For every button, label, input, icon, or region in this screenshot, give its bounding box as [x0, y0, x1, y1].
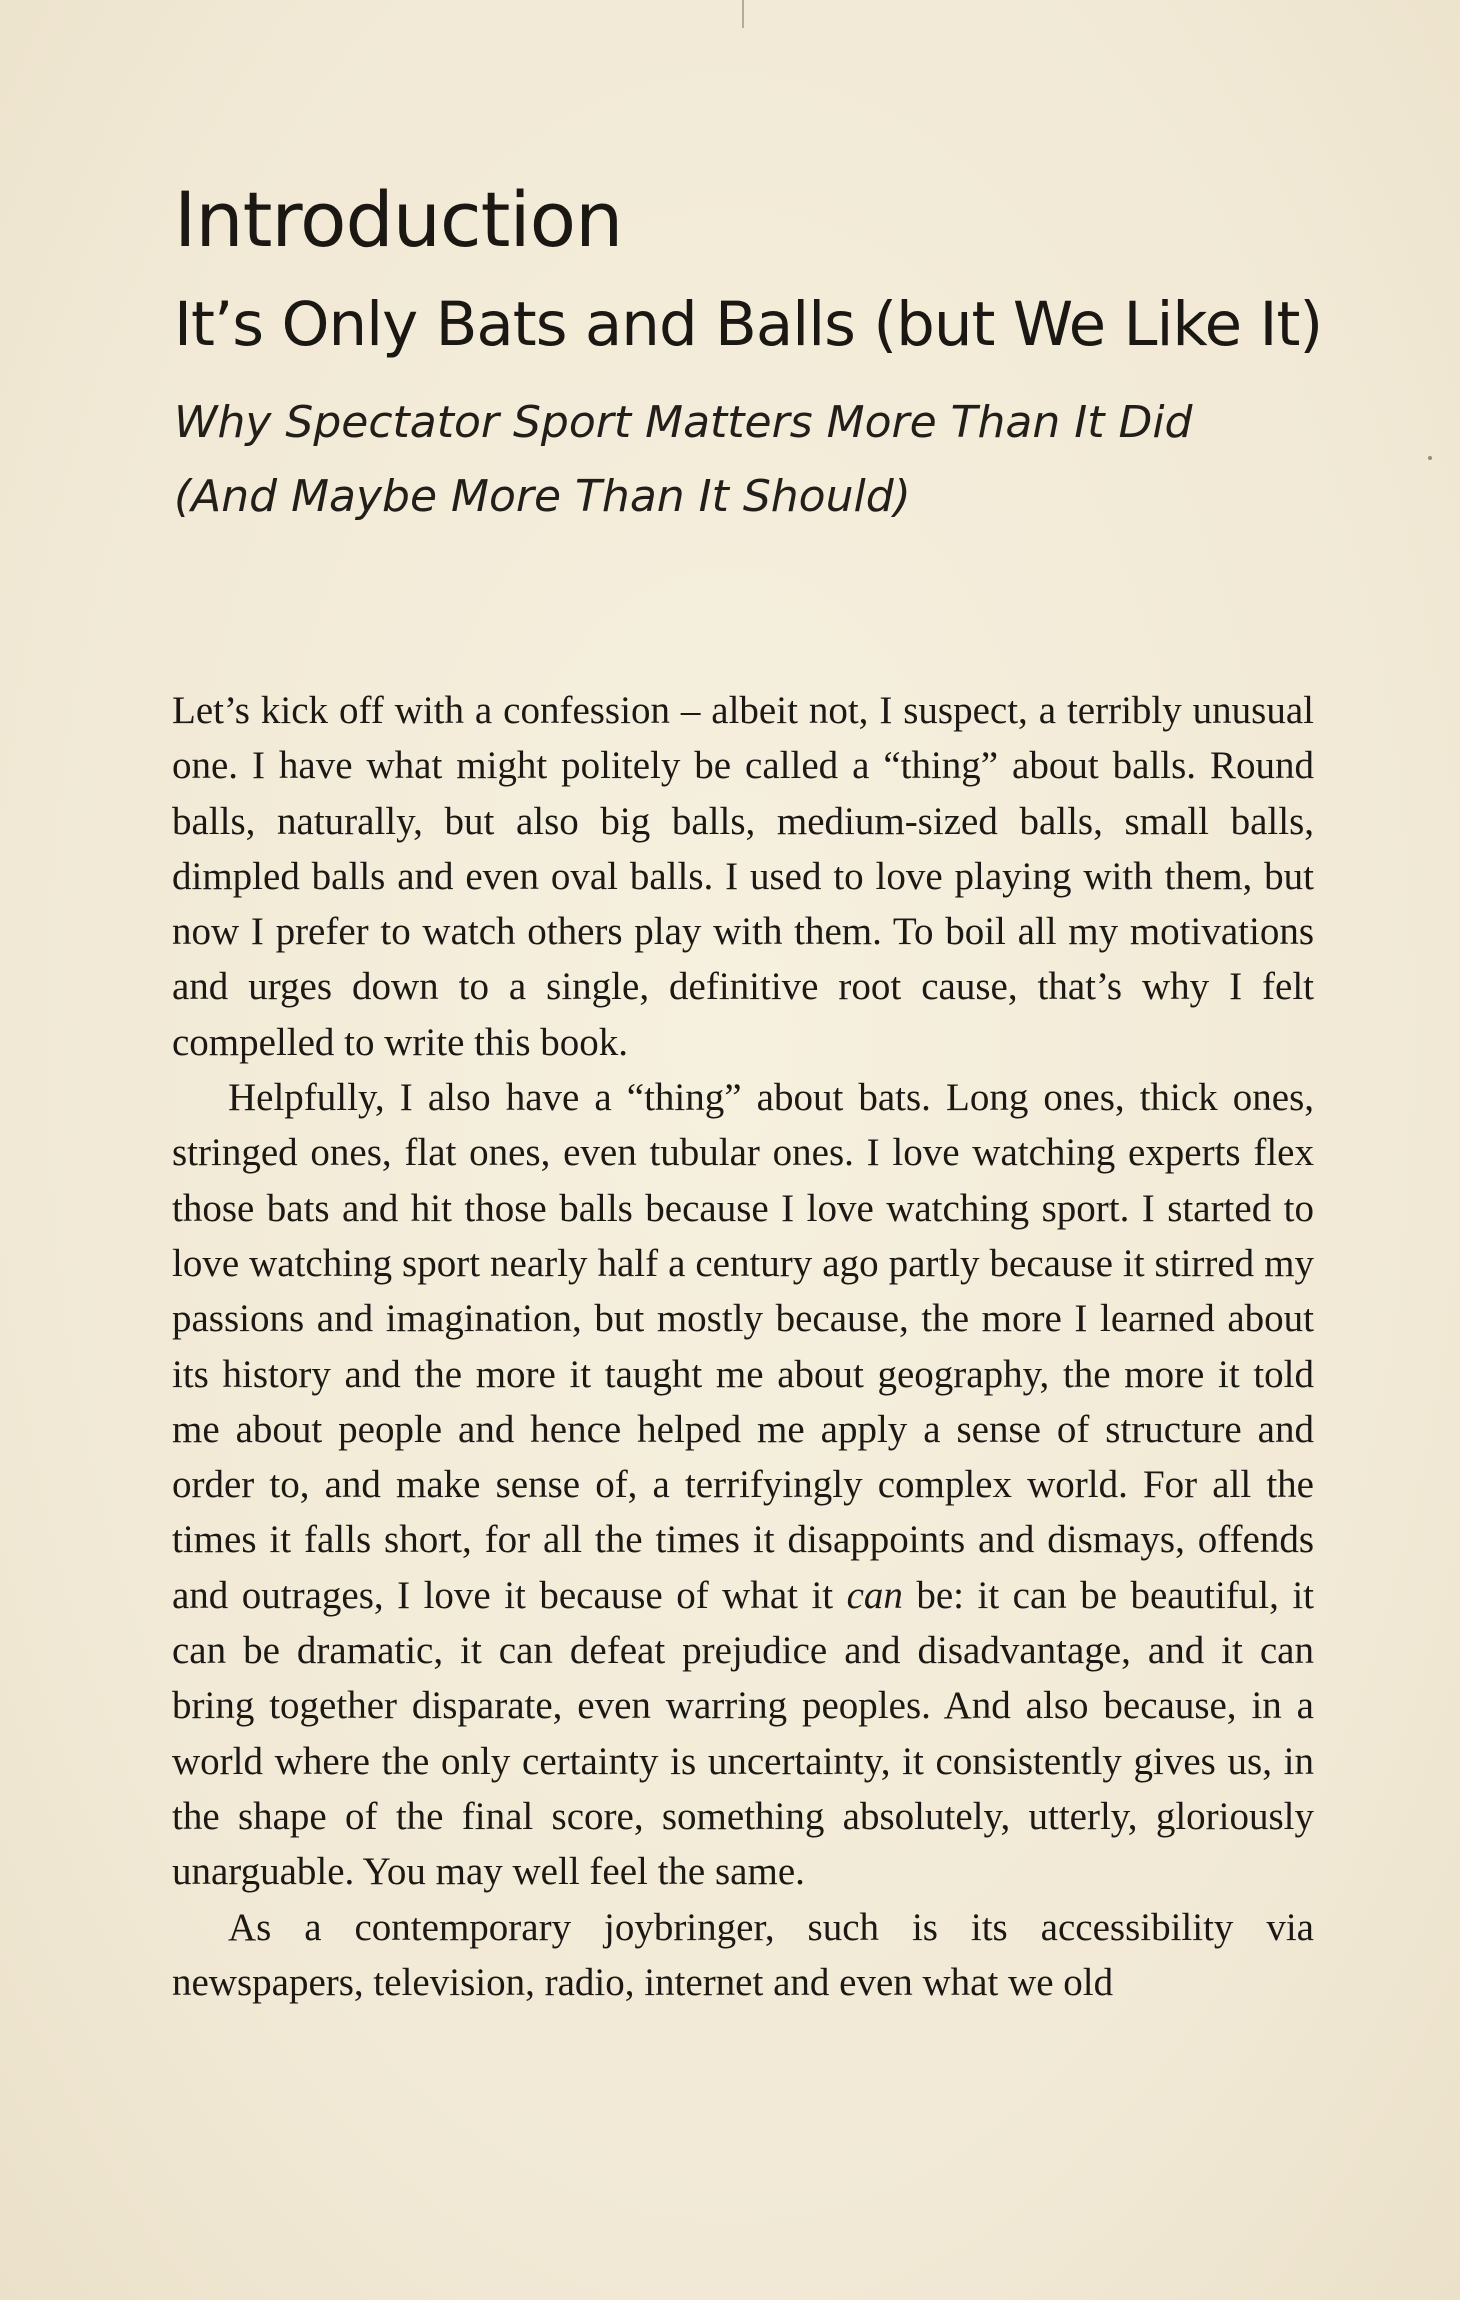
- body-text: [172, 683, 1314, 2010]
- paper-speck: [1428, 456, 1432, 460]
- paragraph-2-text-continued: be: it can be beautiful, it can be dramatic, it can defeat prejudice and disadvantage, and it can bring together disparate, even warring peoples. And also because, in a world where the only certainty is uncertainty, it consistently gives us, in the shape of the final score, something absolutely, utterly, gloriously unarguable. You may well feel the same.: [172, 1573, 1314, 1894]
- chapter-heading: [174, 170, 1344, 534]
- chapter-tagline-line-1: Why Spectator Sport Matters More Than It Did: [174, 397, 1193, 448]
- chapter-title: Introduction: [174, 175, 623, 264]
- paragraph-2: [172, 1070, 1314, 1899]
- chapter-subtitle: It’s Only Bats and Balls (but We Like It): [174, 289, 1323, 360]
- paragraph-3: As a contemporary joybringer, such is its accessibility via newspapers, television, radio, internet and even what we old: [172, 1905, 1314, 2004]
- chapter-tagline-line-2: (And Maybe More Than It Should): [174, 471, 911, 522]
- paragraph-2-emphasis: can: [846, 1573, 903, 1617]
- gutter-mark: [742, 0, 744, 28]
- paragraph-2-text: Helpfully, I also have a “thing” about bats. Long ones, thick ones, stringed ones, flat ones, even tubular ones. I love watching experts flex those bats and hit those balls because I love watching sport. I started to love watching sport nearly half a century ago partly because it stirred my passions and imagination, but mostly because, the more I learned about its history and the more it taught me about geography, the more it told me about people and hence helped me apply a sense of structure and order to, and make sense of, a terrifyingly complex world. For all the times it falls short, for all the times it disappoints and dismays, offends and outrages, I love it because of what it: [172, 1076, 1314, 1617]
- paragraph-1: Let’s kick off with a confession – albeit not, I suspect, a terribly unusual one. I have what might politely be called a “thing” about balls. Round balls, naturally, but also big balls, medium-sized balls, small balls, dimpled balls and even oval balls. I used to love playing with them, but now I prefer to watch others play with them. To boil all my motivations and urges down to a single, definitive root cause, that’s why I felt compelled to write this book.: [172, 689, 1314, 1064]
- chapter-tagline: [174, 386, 1344, 534]
